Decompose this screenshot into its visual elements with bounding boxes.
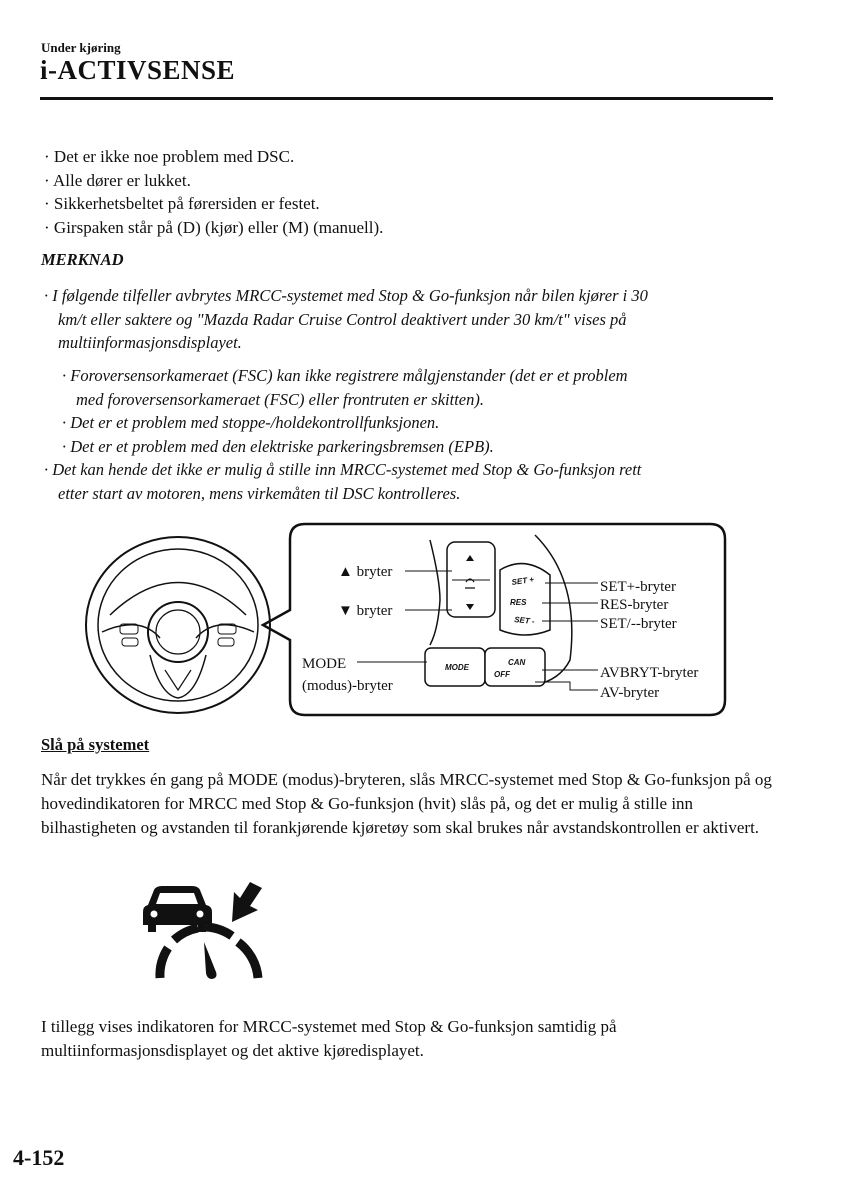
- note-line: · Foroversensorkameraet (FSC) kan ikke registrere målgjenstander (det er et problem: [62, 364, 782, 388]
- cancel-label: AVBRYT-bryter: [600, 665, 699, 681]
- list-item: · Sikkerhetsbeltet på førersiden er festet.: [44, 192, 383, 216]
- steering-wheel-illustration: [86, 537, 270, 713]
- note-line: med foroversensorkameraet (FSC) eller frontruten er skitten).: [76, 389, 484, 409]
- page-title: i-ACTIVSENSE: [40, 55, 236, 85]
- steering-wheel-diagram: [80, 520, 730, 720]
- note-sublist: [62, 364, 782, 458]
- body-paragraph: I tillegg vises indikatoren for MRCC-systemet med Stop & Go-funksjon samtidig på multiinformasjonsdisplayet og det aktive kjøredisplayet.: [41, 1017, 617, 1060]
- list-item: · Det er ikke noe problem med DSC.: [44, 145, 383, 169]
- set-plus-label: SET+-bryter: [600, 579, 676, 595]
- note-line: · I følgende tilfeller avbrytes MRCC-systemet med Stop & Go-funksjon når bilen kjører i 30: [44, 284, 784, 308]
- off-button: OFF: [494, 670, 510, 679]
- mrcc-indicator-icon: [140, 880, 270, 985]
- note-line: km/t eller saktere og "Mazda Radar Cruise Control deaktivert under 30 km/t" vises på: [58, 309, 627, 329]
- set-minus-label: SET/--bryter: [600, 616, 677, 632]
- note-item-1: [44, 284, 784, 355]
- note-line: · Det er et problem med stoppe-/holdekontrollfunksjonen.: [62, 411, 782, 435]
- title-rule: [40, 97, 773, 100]
- condition-list: [44, 145, 383, 239]
- note-heading: MERKNAD: [41, 250, 124, 269]
- page-number: 4-152: [13, 1145, 65, 1170]
- can-button: CAN: [508, 658, 526, 667]
- off-label: AV-bryter: [600, 685, 660, 701]
- down-switch-label: ▼ bryter: [338, 603, 393, 619]
- note-line: · Det kan hende det ikke er mulig å stille inn MRCC-systemet med Stop & Go-funksjon rett: [44, 458, 784, 482]
- set-minus-button: SET -: [513, 615, 536, 627]
- mode-label-2: (modus)-bryter: [302, 678, 393, 694]
- mode-label: MODE: [302, 656, 347, 672]
- set-plus-button: SET +: [511, 574, 535, 587]
- section-header: Under kjøring: [41, 40, 121, 55]
- note-line: multiinformasjonsdisplayet.: [58, 333, 242, 352]
- res-label: RES-bryter: [600, 597, 669, 613]
- res-button: RES: [510, 598, 527, 607]
- section-subheading: Slå på systemet: [41, 735, 150, 754]
- note-line: · Det er et problem med den elektriske parkeringsbremsen (EPB).: [62, 435, 782, 459]
- note-item-2: [44, 458, 784, 505]
- list-item: · Alle dører er lukket.: [44, 169, 383, 193]
- mode-button: MODE: [445, 663, 469, 672]
- body-paragraph: Når det trykkes én gang på MODE (modus)-bryteren, slås MRCC-systemet med Stop & Go-funksjon på og hovedindikatoren for MRCC med Stop & Go-funksjon (hvit) slås på, og det er mulig å stille inn bilhastigheten og avstanden til forankjørende kjøretøy som skal brukes når avstandskontrollen er aktivert.: [41, 770, 772, 837]
- list-item: · Girspaken står på (D) (kjør) eller (M) (manuell).: [44, 216, 383, 240]
- note-line: etter start av motoren, mens virkemåten til DSC kontrolleres.: [58, 483, 461, 503]
- up-switch-label: ▲ bryter: [338, 564, 393, 580]
